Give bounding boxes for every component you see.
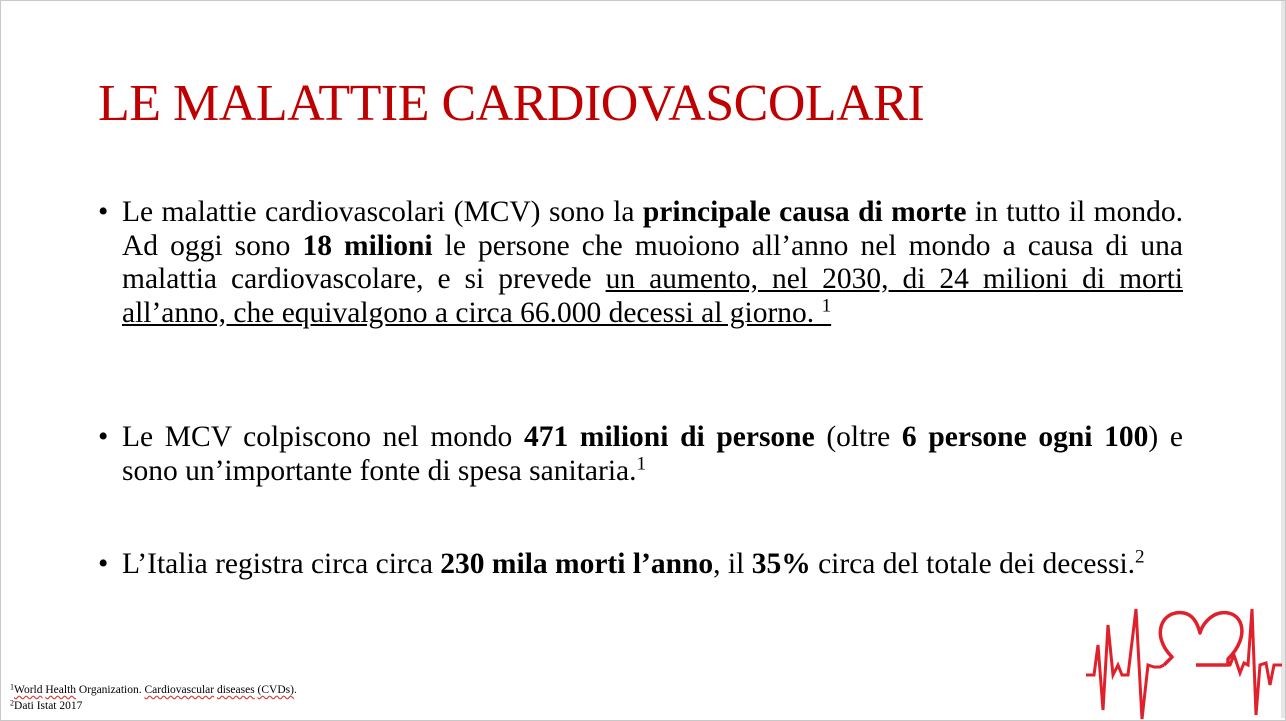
footnotes: [10, 682, 297, 714]
footnote-ref: 1: [821, 294, 832, 316]
bold-text: 230 mila morti l’anno: [440, 548, 714, 580]
bullet-text: Le MCV colpiscono nel mondo 471 milioni di persone (oltre 6 persone ogni 100) e sono un’importante fonte di spesa sanitaria.$^1$: [122, 421, 1183, 487]
bullet-dot: •: [98, 421, 109, 453]
footnote-2: $^2$Dati Istat 2017: [10, 698, 83, 712]
bold-text: 471 milioni di persone: [523, 421, 815, 453]
footnote-ref: 1: [636, 452, 647, 474]
bullet-dot: •: [98, 548, 109, 580]
bold-text: 35%: [751, 548, 811, 580]
bullet-text: L’Italia registra circa circa 230 mila morti l’anno, il 35% circa del totale dei decessi.$^2$: [122, 546, 1145, 580]
footnote-1: $^1$World Health Organization. Cardiovascular diseases (CVDs).: [10, 682, 297, 696]
bold-text: 6 persone ogni 100: [901, 421, 1149, 453]
bullet-dot: •: [98, 196, 109, 228]
footnote-ref: 2: [1135, 546, 1145, 568]
underlined-text: un aumento, nel 2030, di 24 milioni di morti all’anno, che equivalgono a circa 66.000 decessi al giorno. $^1$: [122, 263, 1183, 329]
bold-text: principale causa di morte: [642, 196, 967, 228]
bullet-italy-deaths: [98, 548, 1183, 582]
bold-text: 18 milioni: [302, 229, 433, 262]
bullet-mcv-prevalence: [98, 421, 1183, 488]
bullet-text: Le malattie cardiovascolari (MCV) sono la principale causa di morte in tutto il mondo. Ad oggi sono 18 milioni le persone che muoiono all’anno nel mondo a causa di una malattia cardiovascolare, e si prevede un aumento, nel 2030, di 24 milioni di morti all’anno, che equivalgono a circa 66.000 decessi al giorno. $^1$: [122, 196, 1183, 329]
slide-title: LE MALATTIE CARDIOVASCOLARI: [98, 75, 925, 132]
heartbeat-heart-icon: [1084, 605, 1284, 721]
bullet-mcv-mortality: [98, 196, 1183, 330]
